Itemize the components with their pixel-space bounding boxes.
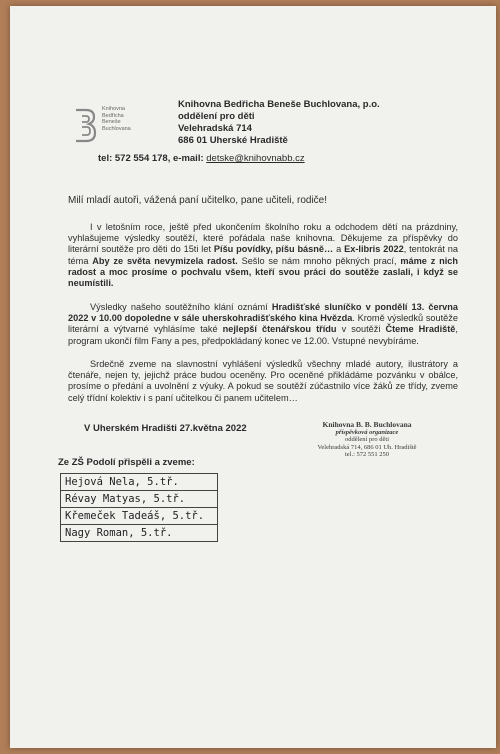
paragraph-text: Výsledky našeho soutěžního klání oznámí [90,302,272,312]
stamp-line: příspěvková organizace [335,428,399,436]
students-label: Ze ZŠ Podolí přispěli a zveme: [58,457,195,468]
logo-text [102,106,131,132]
paragraph-text: v soutěži [336,324,386,335]
paragraph-competition [68,222,458,289]
student-entry: Hejová Nela, 5.tř. [60,473,218,491]
department: oddělení pro děti [178,111,255,122]
greeting: Milí mladí autoři, vážená paní učitelko, pane učiteli, rodiče! [68,195,328,206]
paragraph-results [68,302,458,347]
student-list [60,473,218,542]
stamp-line: oddělení pro děti [344,436,390,443]
logo-line: Bedřicha [102,112,124,119]
stamp-line: Velehradská 714, 686 01 Uh. Hradiště [317,443,417,451]
paragraph-bold: máme z nich radost a moc prosíme o pochvalu všem, kteří svou práci do soutěže zaslali, i když se neumístili. [68,255,459,289]
logo-line: Knihovna [102,106,125,112]
student-entry: Nagy Roman, 5.tř. [60,525,218,542]
paragraph-text: a [336,244,345,255]
library-name: Knihovna Bedřicha Beneše Buchlovana, p.o. [178,99,380,110]
paragraph-text: Sešlo se nám mnoho pěkných prací, [237,255,401,266]
contact-line [98,153,305,164]
library-stamp [292,421,442,459]
student-entry: Révay Matyas, 5.tř. [60,491,218,508]
logo-line: Buchlovana [102,125,131,132]
letter-paper [10,6,496,748]
paragraph-bold: Hradišťské sluníčko v pondělí 13. června 2022 v 10.00 dopoledne v sále uherskohradišťského kina Hvězda [68,302,458,324]
city-address: 686 01 Uherské Hradiště [178,135,288,146]
logo-line: Beneše [102,119,121,125]
email-link[interactable]: detske@knihovnabb.cz [206,153,305,164]
paragraph-text: I v letošním roce, ještě před ukončením školního roku a odchodem dětí na prázdniny, vyhlašujeme výsledky soutěží, které pořádala naše knihovna. Děkujeme za příspěvky do literární soutěže pro děti do 15ti let [68,222,458,255]
letterhead [178,99,380,147]
paragraph-text: , tentokrát na téma [68,244,458,266]
paragraph-bold: Ex-libris 2022 [344,244,404,255]
paragraph-bold: Aby ze světa nevymizela radost. [92,255,238,266]
paragraph-text: , program ukončí film Fany a pes, předpokládaný konec ve 12.00. Vstupné nevybíráme. [68,324,458,346]
paragraph-bold: nejlepší čtenářskou třídu [222,324,337,335]
stamp-line: Knihovna B. B. Buchlovana [322,420,412,429]
paragraph-bold: Píšu povídky, píšu básně… [213,244,337,255]
letter-date: V Uherském Hradišti 27.května 2022 [84,423,247,434]
student-entry: Křemeček Tadeáš, 5.tř. [60,508,218,525]
stamp-line: tel.: 572 551 250 [344,451,390,458]
paragraph-text: . Kromě výsledků soutěže literární a výtvarné vyhlásíme také [68,313,458,335]
street-address: Velehradská 714 [178,123,252,134]
phone-label: tel: 572 554 178, e-mail: [98,153,204,164]
paragraph-bold: Čteme Hradiště [385,324,456,335]
paragraph-invitation: Srdečně zveme na slavnostní vyhlášení výsledků všechny mladé autory, ilustrátory a čtenáře, nejen ty, jejichž práce budou oceněny. Pro oceněné přikládáme pozvánku v obálce, prosíme o předání a uvolnění z výuky. A pokud se soutěží zúčastnilo více žáků ze třídy, zveme celý třídní kolektiv i s paní učitelkou či panem učitelem… [68,359,458,403]
